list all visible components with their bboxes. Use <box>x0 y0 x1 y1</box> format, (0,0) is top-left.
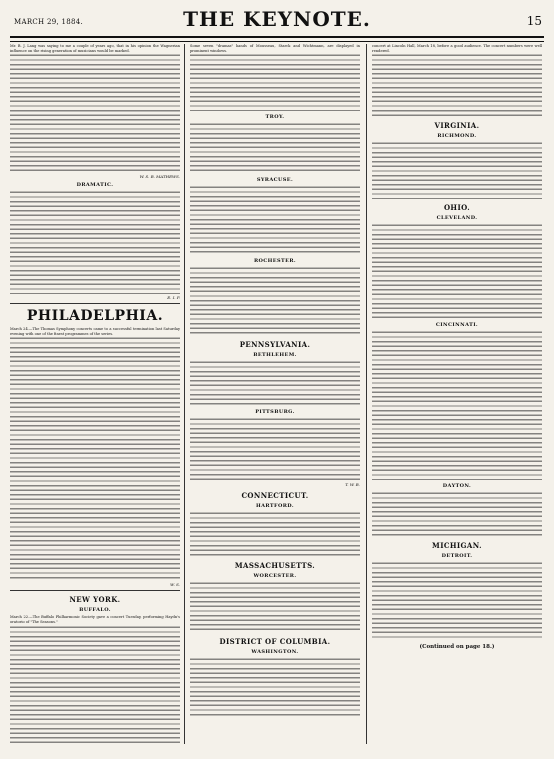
text-block <box>190 581 360 633</box>
section-heading-detroit: DETROIT. <box>441 553 473 560</box>
column-divider-2 <box>366 44 367 744</box>
text-block <box>10 336 180 581</box>
section-heading-massachusetts: MASSACHUSETTS. <box>234 561 316 571</box>
section-heading-dramatic: DRAMATIC. <box>76 182 114 189</box>
text-block <box>190 360 360 406</box>
section-heading-bethlehem: BETHLEHEM. <box>253 352 297 359</box>
column-divider-1 <box>184 44 185 744</box>
text-block <box>10 625 180 744</box>
section-heading-buffalo: BUFFALO. <box>79 607 111 614</box>
section-heading-pittsburg: PITTSBURG. <box>255 409 295 416</box>
section-heading-virginia: VIRGINIA. <box>434 121 480 131</box>
signature: T. W. B. <box>345 482 360 488</box>
section-heading-michigan: MICHIGAN. <box>432 541 482 551</box>
section-heading-hartford: HARTFORD. <box>256 503 294 510</box>
signature: W. S. B. MATHEWS. <box>139 174 180 180</box>
masthead-rule <box>10 36 544 42</box>
continued-notice: (Continued on page 18.) <box>419 644 495 651</box>
section-heading-connecticut: CONNECTICUT. <box>241 491 309 501</box>
section-heading-troy: TROY. <box>265 114 285 121</box>
page-number: 15 <box>526 14 542 28</box>
section-heading-dayton: DAYTON. <box>442 483 472 490</box>
text-block <box>372 491 542 537</box>
text-block <box>190 417 360 481</box>
col2-intro: Some seven "dramas" hands of Mousseau, Starck and Wichtmann, are displayed in prominent windows. <box>190 44 360 53</box>
column-3 <box>372 44 542 744</box>
section-heading-rochester: ROCHESTER. <box>253 258 297 265</box>
text-block <box>10 53 180 173</box>
text-block <box>372 141 542 199</box>
section-heading-syracuse: SYRACUSE. <box>256 177 294 184</box>
section-heading-new-york: NEW YORK. <box>69 595 121 605</box>
signature: E. I. P. <box>167 295 180 301</box>
divider <box>10 590 180 591</box>
column-2 <box>190 44 360 744</box>
signature: W. S. <box>170 582 180 588</box>
section-heading-washington: WASHINGTON. <box>251 649 299 656</box>
col1-intro: Mr. B. J. Lang was saying to me a couple of years ago, that in his opinion the Wagnerian influence on the rising generation of musicians would be marked. <box>10 44 180 53</box>
text-block <box>10 190 180 294</box>
text-block <box>190 122 360 174</box>
section-heading-richmond: RICHMOND. <box>437 133 477 140</box>
section-heading-pennsylvania: PENNSYLVANIA. <box>239 340 311 350</box>
masthead <box>10 6 544 36</box>
text-block <box>190 185 360 255</box>
publication-title: THE KEYNOTE. <box>183 7 371 31</box>
column-1 <box>10 44 180 744</box>
divider <box>10 303 180 304</box>
section-heading-ohio: OHIO. <box>443 203 471 213</box>
text-block <box>190 511 360 557</box>
text-block <box>372 53 542 117</box>
text-block <box>190 657 360 717</box>
text-block <box>190 53 360 111</box>
col3-intro: concert at Lincoln Hall, March 18, before a good audience. The concert numbers were well rendered. <box>372 44 542 53</box>
section-heading-cincinnati: CINCINNATI. <box>435 322 479 329</box>
section-heading-philadelphia: PHILADELPHIA. <box>26 308 164 325</box>
section-heading-cleveland: CLEVELAND. <box>436 215 478 222</box>
section-heading-worcester: WORCESTER. <box>253 573 297 580</box>
text-block <box>372 223 542 319</box>
text-block <box>190 266 360 336</box>
philadelphia-text: March 24.—The Thomas Symphony concerts came to a successful termination last Saturday evening with one of the finest programmes of the series. <box>10 327 180 336</box>
buffalo-text: March 22.—The Buffalo Philharmonic Society gave a concert Tuesday, performing Haydn's oratorio of "The Seasons." <box>10 615 180 624</box>
text-block <box>372 561 542 641</box>
section-heading-district-of-columbia: DISTRICT OF COLUMBIA. <box>219 637 331 647</box>
issue-date: MARCH 29, 1884. <box>14 18 84 26</box>
text-block <box>372 330 542 480</box>
